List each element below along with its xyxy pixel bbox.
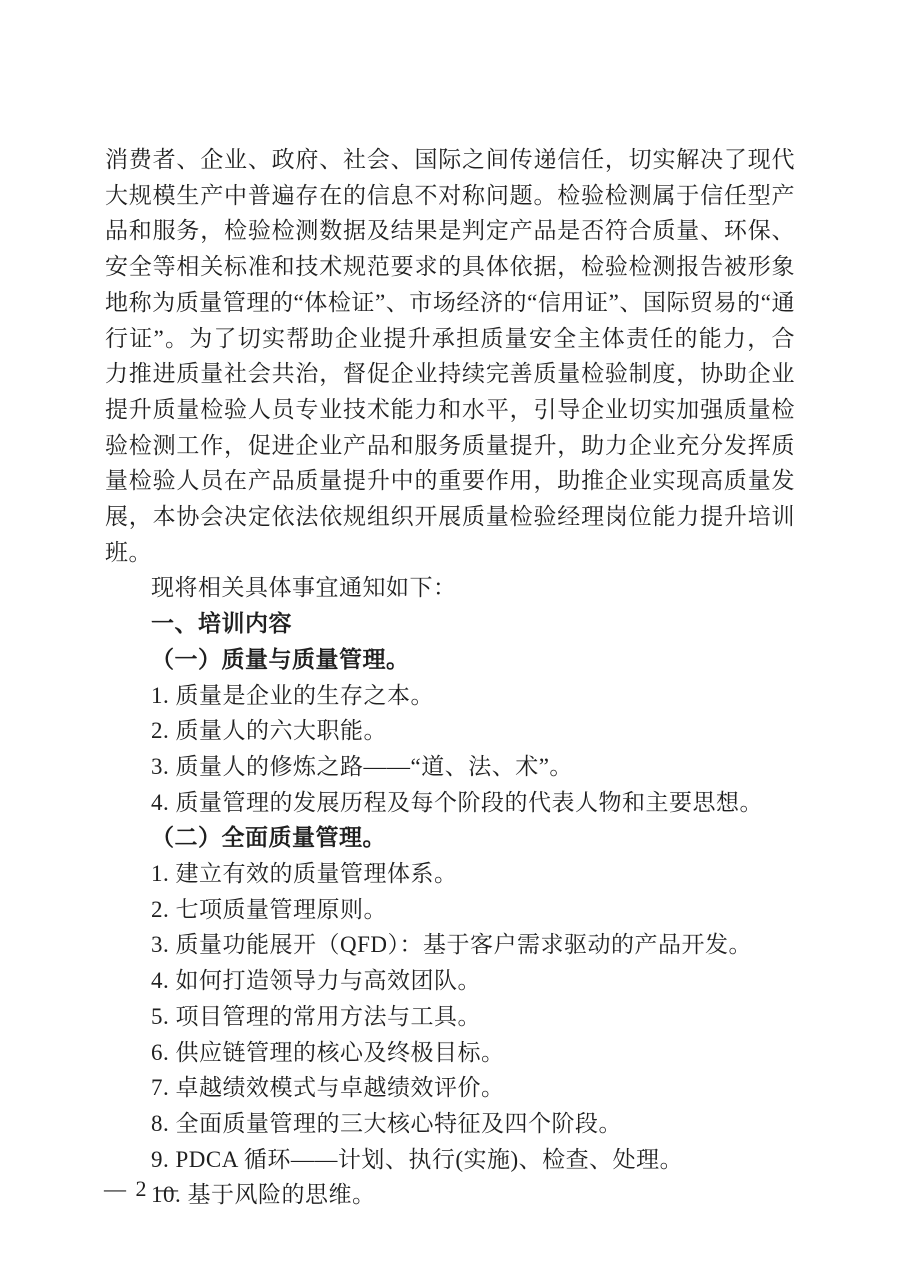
list-item: 10. 基于风险的思维。 — [151, 1182, 376, 1208]
list-item: 2. 七项质量管理原则。 — [151, 896, 387, 922]
document-body — [105, 142, 795, 1213]
list-item: 1. 建立有效的质量管理体系。 — [151, 861, 458, 887]
paragraph-intro: 消费者、企业、政府、社会、国际之间传递信任，切实解决了现代大规模生产中普遍存在的信息不对称问题。检验检测属于信任型产品和服务，检验检测数据及结果是判定产品是否符合质量、环保、安全等相关标准和技术规范要求的具体依据，检验检测报告被形象地称为质量管理的“体检证”、市场经济的“信用证”、国际贸易的“通行证”。为了切实帮助企业提升承担质量安全主体责任的能力，合力推进质量社会共治，督促企业持续完善质量检验制度，协助企业提升质量检验人员专业技术能力和水平，引导企业切实加强质量检验检测工作，促进企业产品和服务质量提升，助力企业充分发挥质量检验人员在产品质量提升中的重要作用，助推企业实现高质量发展，本协会决定依法依规组织开展质量检验经理岗位能力提升培训班。 — [105, 147, 795, 565]
list-item: 9. PDCA 循环——计划、执行(实施)、检查、处理。 — [151, 1146, 684, 1172]
list-item: 4. 质量管理的发展历程及每个阶段的代表人物和主要思想。 — [151, 789, 763, 815]
list-item: 1. 质量是企业的生存之本。 — [151, 682, 434, 708]
list-item: 6. 供应链管理的核心及终极目标。 — [151, 1039, 505, 1065]
paragraph-notice: 现将相关具体事宜通知如下： — [151, 575, 457, 601]
page-number: — 2 — — [104, 1176, 180, 1201]
section-heading-training-content: 一、培训内容 — [151, 610, 292, 637]
list-item: 3. 质量人的修炼之路——“道、法、术”。 — [151, 753, 573, 779]
list-item: 7. 卓越绩效模式与卓越绩效评价。 — [151, 1075, 505, 1101]
list-item: 3. 质量功能展开（QFD）：基于客户需求驱动的产品开发。 — [151, 932, 753, 958]
list-item: 8. 全面质量管理的三大核心特征及四个阶段。 — [151, 1110, 622, 1136]
list-item: 4. 如何打造领导力与高效团队。 — [151, 968, 481, 994]
list-item: 5. 项目管理的常用方法与工具。 — [151, 1003, 481, 1029]
subsection-heading-total-quality-management: （二）全面质量管理。 — [151, 825, 386, 851]
list-item: 2. 质量人的六大职能。 — [151, 718, 387, 744]
subsection-heading-quality-management: （一）质量与质量管理。 — [151, 646, 410, 672]
